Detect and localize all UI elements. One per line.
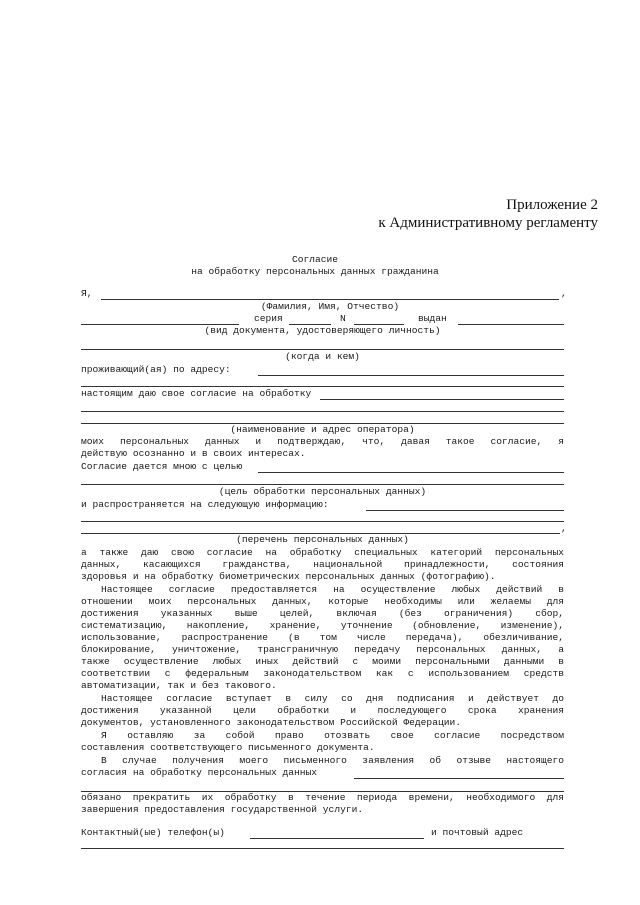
p4-line-2: достижения указанной цели обработки и последующего срока хранения xyxy=(81,705,564,716)
fio-hint: (Фамилия, Имя, Отчество) xyxy=(260,301,400,312)
title-line-2: на обработку персональных данных гражданина xyxy=(191,266,439,277)
label-consent-give: настоящим даю свое согласие на обработку xyxy=(81,388,312,399)
p7-line-2: завершения предоставления государственной услуги. xyxy=(81,804,364,815)
label-mail: и почтовый адрес xyxy=(431,827,524,838)
p3-line-5: использование, распространение (в том числе передача), обезличивание, xyxy=(81,632,564,643)
list-hint: (перечень персональных данных) xyxy=(236,534,409,545)
purpose-hint: (цель обработки персональных данных) xyxy=(218,486,427,497)
p4-line-3: документов, установленного законодательством Российской Федерации. xyxy=(81,717,461,728)
p6-line-1: В случае получения моего письменного заявления об отзыве настоящего xyxy=(101,755,564,766)
p3-line-6: блокирование, уничтожение, трансграничную передачу персональных данных, а xyxy=(81,644,564,655)
title-line-1: Согласие xyxy=(291,254,339,265)
purpose-field-1[interactable] xyxy=(258,472,564,473)
info-field-1[interactable] xyxy=(366,510,564,511)
p3-line-1: Настоящее согласие предоставляется на осуществление любых действий в xyxy=(101,584,564,595)
appendix-line-1: Приложение 2 xyxy=(506,197,598,213)
operator-field-1[interactable] xyxy=(320,399,564,400)
p7-line-1: обязано прекратить их обработку в течение периода времени, необходимого для xyxy=(81,792,564,803)
when-hint: (когда и кем) xyxy=(285,351,360,362)
p4-line-1: Настоящее согласие вступает в силу со дня подписания и действует до xyxy=(101,693,564,704)
label-purpose: Согласие дается мною с целью xyxy=(81,461,243,472)
label-i: Я, xyxy=(81,288,93,299)
label-residing: проживающий(ая) по адресу: xyxy=(81,364,231,375)
label-phone: Контактный(ые) телефон(ы) xyxy=(81,827,225,838)
p3-line-3: достижения указанных выше целей, включая (без ограничения) сбор, xyxy=(81,608,564,619)
fio-field[interactable] xyxy=(101,299,559,300)
info-field-2[interactable] xyxy=(81,521,564,522)
operator-field-2[interactable] xyxy=(81,411,564,412)
p3-line-2: отношении моих персональных данных, которые необходимы или желаемы для xyxy=(81,596,564,607)
p1-line-1: моих персональных данных и подтверждаю, что, давая такое согласие, я xyxy=(81,436,564,447)
phone-field[interactable] xyxy=(250,838,424,839)
p3-line-4: систематизацию, накопление, хранение, уточнение (обновление, изменение), xyxy=(81,620,564,631)
p2-line-2: данных, касающихся гражданства, национальной принадлежности, состояния xyxy=(81,559,564,570)
withdrawal-field-1[interactable] xyxy=(354,778,564,779)
appendix-line-2: к Административному регламенту xyxy=(378,215,598,231)
purpose-field-2[interactable] xyxy=(81,484,564,485)
p5-line-1: Я оставляю за собой право отозвать свое согласие посредством xyxy=(101,730,564,741)
operator-hint: (наименование и адрес оператора) xyxy=(230,424,415,435)
p5-line-2: составления соответствующего письменного документа. xyxy=(81,742,375,753)
comma-2: , xyxy=(561,523,567,534)
p1-line-2: действую осознанно и в своих интересах. xyxy=(81,448,306,459)
address-field-2[interactable] xyxy=(81,386,564,387)
mail-address-field[interactable] xyxy=(81,848,564,849)
p2-line-3: здоровья и на обработку биометрических персональных данных (фотографию). xyxy=(81,571,496,582)
p3-line-7: также осуществление любых иных действий с моими персональными данными в xyxy=(81,656,564,667)
label-number: N xyxy=(340,313,346,324)
label-info: и распространяется на следующую информацию: xyxy=(81,499,329,510)
comma-1: , xyxy=(561,288,567,299)
issued-by-field[interactable] xyxy=(81,349,564,350)
address-field-1[interactable] xyxy=(258,375,564,376)
label-series: серия xyxy=(254,313,283,324)
p6-line-2: согласия на обработку персональных данных xyxy=(81,767,318,778)
label-issued: выдан xyxy=(418,313,447,324)
p3-line-9: автоматизации, так и без такового. xyxy=(81,680,277,691)
p3-line-8: соответствии с федеральным законодательством как с использованием средств xyxy=(81,668,564,679)
p2-line-1: а также даю свою согласие на обработку специальных категорий персональных xyxy=(81,547,564,558)
doc-hint: (вид документа, удостоверяющего личность) xyxy=(204,325,441,336)
